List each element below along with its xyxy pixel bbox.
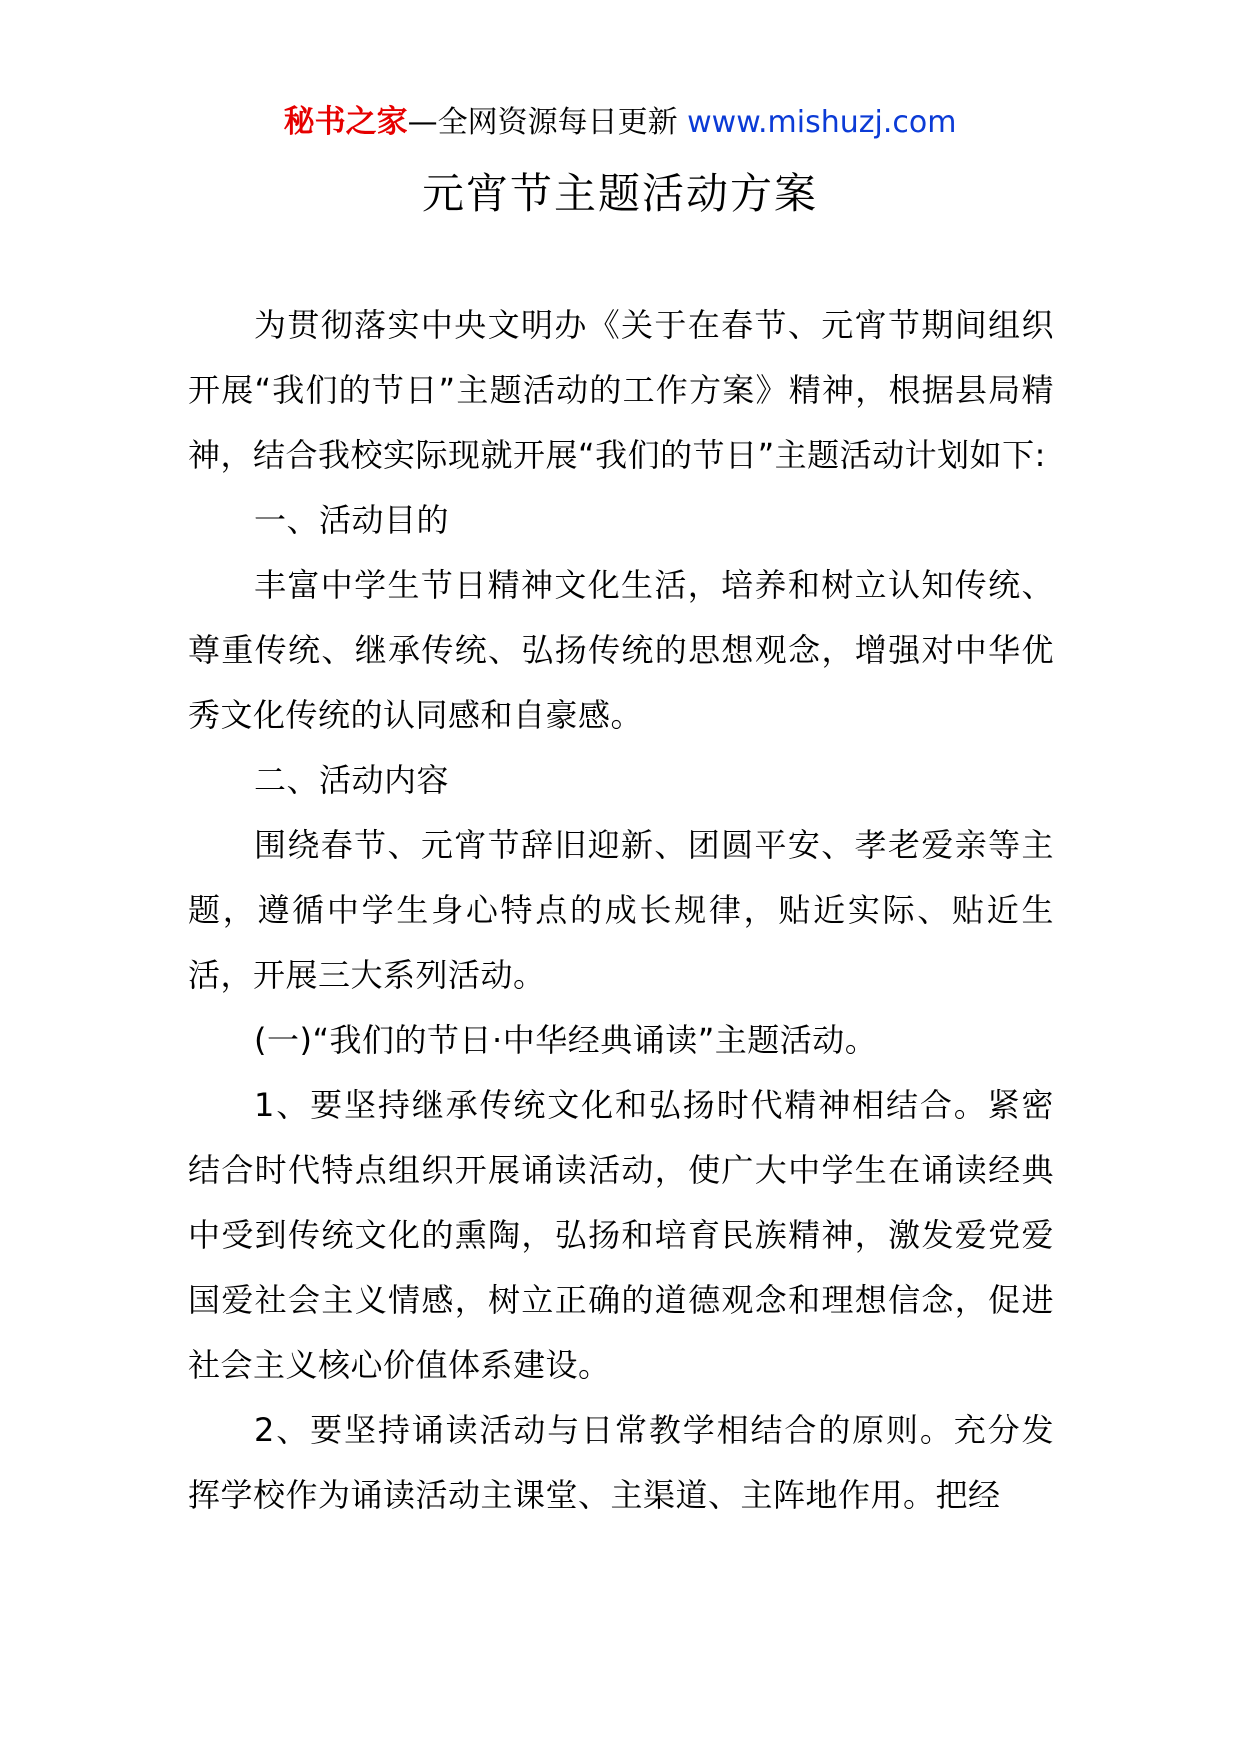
paragraph-purpose: 丰富中学生节日精神文化生活，培养和树立认知传统、尊重传统、继承传统、弘扬传统的思想观念，增强对中华优秀文化传统的认同感和自豪感。 [188,566,1054,734]
subsection-heading-reading: (一)“我们的节日·中华经典诵读”主题活动。 [254,1021,878,1059]
document-title: 元宵节主题活动方案 [421,169,818,218]
section-heading-content: 二、活动内容 [254,761,450,799]
paragraph-point-1: 1、要坚持继承传统文化和弘扬时代精神相结合。紧密结合时代特点组织开展诵读活动，使广大中学生在诵读经典中受到传统文化的熏陶，弘扬和培育民族精神，激发爱党爱国爱社会主义情感，树立正确的道德观念和理想信念，促进社会主义核心价值体系建设。 [188,1086,1054,1384]
paragraph-content: 围绕春节、元宵节辞旧迎新、团圆平安、孝老爱亲等主题，遵循中学生身心特点的成长规律，贴近实际、贴近生活，开展三大系列活动。 [188,826,1054,994]
site-url-link[interactable]: www.mishuzj.com [687,105,957,140]
header-slogan: —全网资源每日更新 [407,105,678,140]
paragraph-point-2: 2、要坚持诵读活动与日常教学相结合的原则。充分发挥学校作为诵读活动主课堂、主渠道、主阵地作用。把经 [188,1411,1054,1514]
paragraph-intro: 为贯彻落实中央文明办《关于在春节、元宵节期间组织开展“我们的节日”主题活动的工作方案》精神，根据县局精神，结合我校实际现就开展“我们的节日”主题活动计划如下: [188,306,1054,474]
brand-name: 秘书之家 [283,104,408,140]
site-header [0,100,1240,145]
document-body [188,293,1054,1528]
section-heading-purpose: 一、活动目的 [254,501,450,539]
